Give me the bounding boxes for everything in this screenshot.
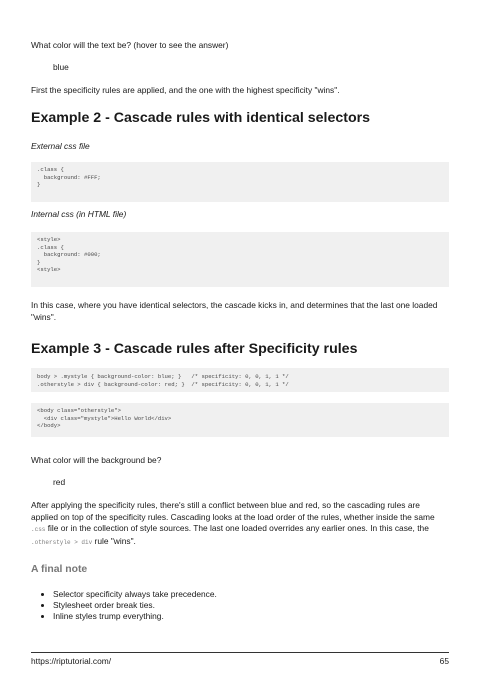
code-line: body > .mystyle { background-color: blue; } /* specificity: 0, 0, 1, 1 */ (37, 373, 289, 380)
code-line: <body class="otherstyle"> (37, 407, 121, 414)
final-note-heading: A final note (31, 564, 88, 575)
final-note-list (31, 589, 217, 622)
code-line: <style> (37, 266, 61, 274)
internal-css-code-block (31, 232, 449, 287)
code-line: } (37, 258, 41, 266)
html-code-block (31, 403, 449, 437)
code-line: background: #000; (37, 251, 101, 259)
example3-explanation (31, 500, 449, 548)
code-line: .otherstyle > div { background-color: red; } /* specificity: 0, 0, 1, 1 */ (37, 380, 289, 388)
example3-heading: Example 3 - Cascade rules after Specificity rules (31, 341, 358, 357)
code-line: </body> (37, 422, 61, 430)
intro-question: What color will the text be? (hover to see the answer) (31, 40, 229, 50)
explanation-text: rule "wins". (92, 535, 136, 546)
inline-code-selector: .otherstyle > div (31, 538, 93, 546)
code-line: .class { (37, 166, 64, 173)
css-rules-code-block (31, 368, 449, 392)
example2-heading: Example 2 - Cascade rules with identical selectors (31, 110, 371, 126)
list-item: • Inline styles trump everything. (53, 611, 217, 622)
code-line: } (37, 181, 41, 189)
explanation-text: After applying the specificity rules, there's still a conflict between blue and red, so the cascading rules are applied on top of the specificity rules. Cascading looks at the load order of the rules, whether inside the same (31, 500, 435, 522)
example3-question: What color will the background be? (31, 455, 162, 465)
inline-code-css: .css (31, 526, 46, 533)
intro-answer: blue (53, 62, 69, 72)
list-item: • Selector specificity always take precedence. (53, 589, 217, 600)
footer-divider (31, 652, 449, 653)
example3-answer: red (53, 477, 66, 487)
page-number: 65 (439, 656, 449, 666)
example2-explanation: In this case, where you have identical selectors, the cascade kicks in, and determines that the last one loaded "wins". (31, 300, 438, 322)
internal-css-caption: Internal css (in HTML file) (31, 209, 127, 219)
list-item: • Stylesheet order break ties. (53, 600, 217, 611)
explanation-text: file or in the collection of style sources. The last one loaded overrides any earlier ones. In this case, the (45, 523, 429, 533)
external-css-code-block (31, 162, 449, 202)
footer-url: https://riptutorial.com/ (31, 656, 112, 666)
code-line: <style> (37, 236, 61, 243)
code-line: background: #FFF; (37, 173, 101, 181)
intro-explanation: First the specificity rules are applied, and the one with the highest specificity "wins". (31, 85, 340, 95)
external-css-caption: External css file (31, 141, 90, 151)
code-line: .class { (37, 243, 64, 251)
code-line: <div class="mystyle">Hello World</div> (37, 414, 172, 422)
